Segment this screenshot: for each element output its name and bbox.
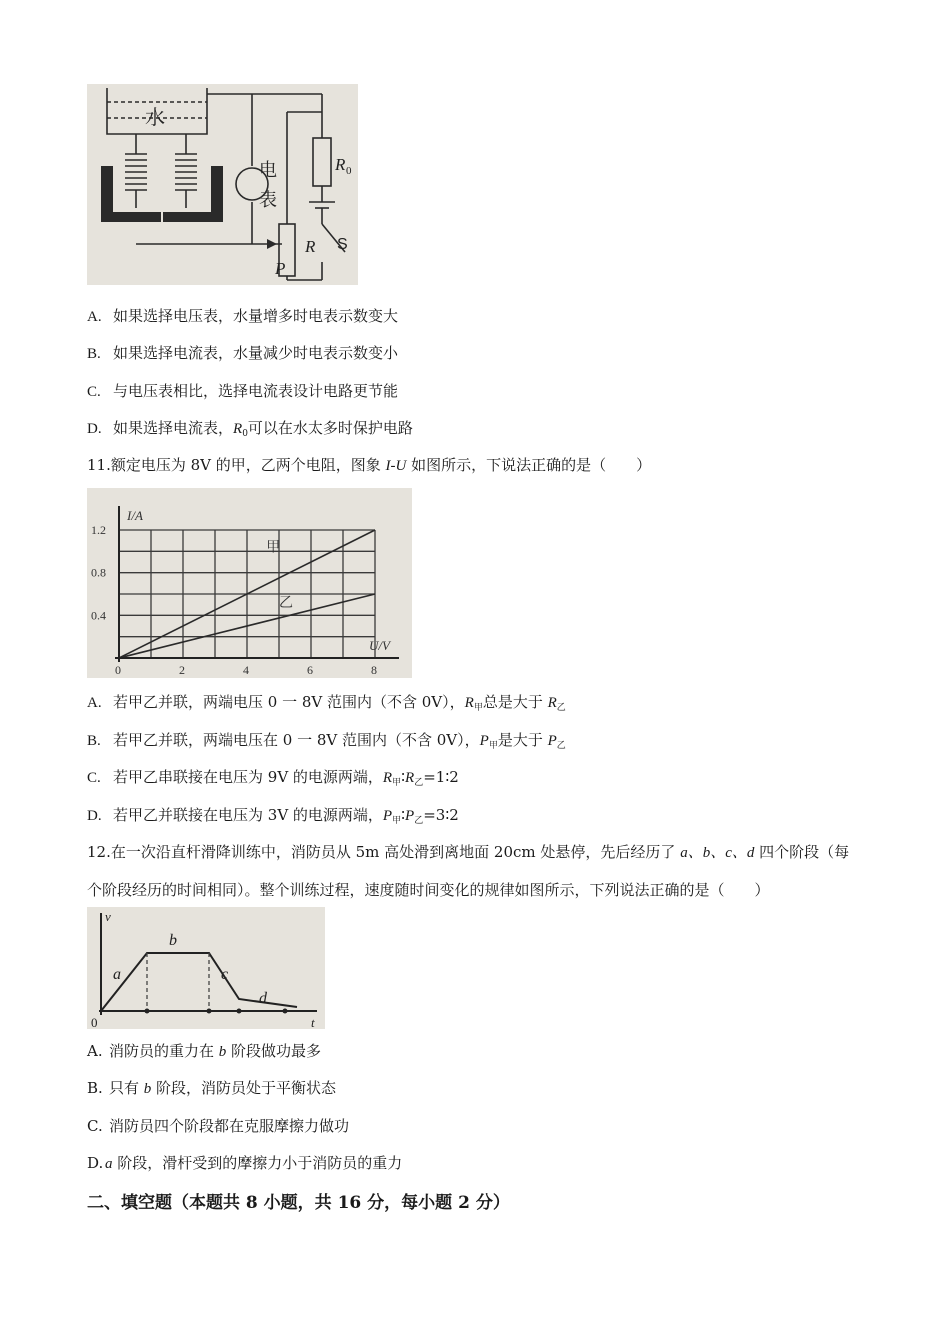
section-heading: 二、填空题（本题共 8 小题，共 16 分，每小题 2 分） — [87, 1193, 510, 1213]
q12-option-a: A. 消防员的重力在 b 阶段做功最多 — [87, 1042, 322, 1060]
iu-chart — [87, 488, 412, 678]
q10-option-a: A. 如果选择电压表，水量增多时电表示数变大 — [87, 307, 399, 325]
r-label: R — [305, 237, 316, 256]
r0-subscript: 0 — [346, 165, 352, 177]
y-tick-label: 0.8 — [91, 565, 106, 580]
circuit-figure — [87, 84, 358, 285]
q12-stem-line-2: 个阶段经历的时间相同）。整个训练过程，速度随时间变化的规律如图所示，下列说法正确的是（ ） — [87, 881, 770, 899]
x-tick-label: 0 — [115, 663, 121, 677]
vt-graph — [87, 907, 325, 1029]
series-label-yi: 乙 — [279, 594, 293, 611]
x-axis-label: U/V — [369, 638, 390, 653]
q12-stem — [87, 842, 867, 900]
x-tick-label: 6 — [307, 663, 313, 677]
water-label: 水 — [145, 105, 165, 129]
stage-a-label: a — [113, 966, 121, 983]
stage-b-label: b — [169, 932, 177, 949]
switch-label: S — [337, 236, 348, 253]
x-tick-label: 2 — [179, 663, 185, 677]
q11-option-b: B. 若甲乙并联，两端电压在 0 一 8V 范围内（不含 0V），$P_甲$是大于 $P_乙$ — [87, 731, 566, 751]
y-tick-label: 1.2 — [91, 523, 106, 537]
meter-label-2: 表 — [259, 190, 277, 211]
meter-label-1: 电 — [259, 160, 277, 181]
q11-option-a: A. 若甲乙并联，两端电压 0 一 8V 范围内（不含 0V），$R_甲$总是大于 $R_乙$ — [87, 693, 566, 713]
q10-option-c: C. 与电压表相比，选择电流表设计电路更节能 — [87, 382, 399, 400]
q12-option-d: D. a 阶段，滑杆受到的摩擦力小于消防员的重力 — [87, 1154, 403, 1172]
x-tick-label: 8 — [371, 663, 377, 677]
circuit-diagram — [87, 84, 358, 285]
q10-option-d: D. 如果选择电流表，$R_0$可以在水太多时保护电路 — [87, 419, 413, 439]
stage-c-label: c — [221, 966, 229, 983]
q12-option-b: B. 只有 b 阶段，消防员处于平衡状态 — [87, 1079, 337, 1097]
origin-label: 0 — [91, 1015, 98, 1029]
q11-stem: 11.额定电压为 8V 的甲，乙两个电阻，图象 I-U 如图所示，下说法正确的是（ ） — [87, 456, 652, 474]
q12-option-c: C. 消防员四个阶段都在克服摩擦力做功 — [87, 1117, 350, 1135]
q11-option-c: C. 若甲乙串联接在电压为 9V 的电源两端，$R_甲∶R_乙=1∶2$ — [87, 768, 459, 788]
q10-option-b: B. 如果选择电流表，水量减少时电表示数变小 — [87, 344, 399, 362]
t-axis-label: t — [311, 1015, 315, 1029]
y-tick-label: 0.4 — [91, 608, 106, 623]
vt-graph-figure — [87, 907, 325, 1029]
q12-stem-line-1: 12.在一次沿直杆滑降训练中，消防员从 5m 高处滑到离地面 20cm 处悬停，先后经历了 a、b、c、d 四个阶段（每 — [87, 843, 850, 861]
y-axis-label: I/A — [127, 508, 143, 523]
r0-label: R — [335, 155, 346, 174]
iu-chart-figure — [87, 488, 412, 678]
series-label-jia: 甲 — [266, 539, 281, 556]
stage-d-label: d — [259, 990, 267, 1007]
q11-option-d: D. 若甲乙并联接在电压为 3V 的电源两端，$P_甲∶P_乙=3∶2$ — [87, 806, 459, 826]
v-axis-label: v — [105, 909, 111, 924]
slider-label: P — [275, 259, 286, 278]
x-tick-label: 4 — [243, 663, 249, 677]
